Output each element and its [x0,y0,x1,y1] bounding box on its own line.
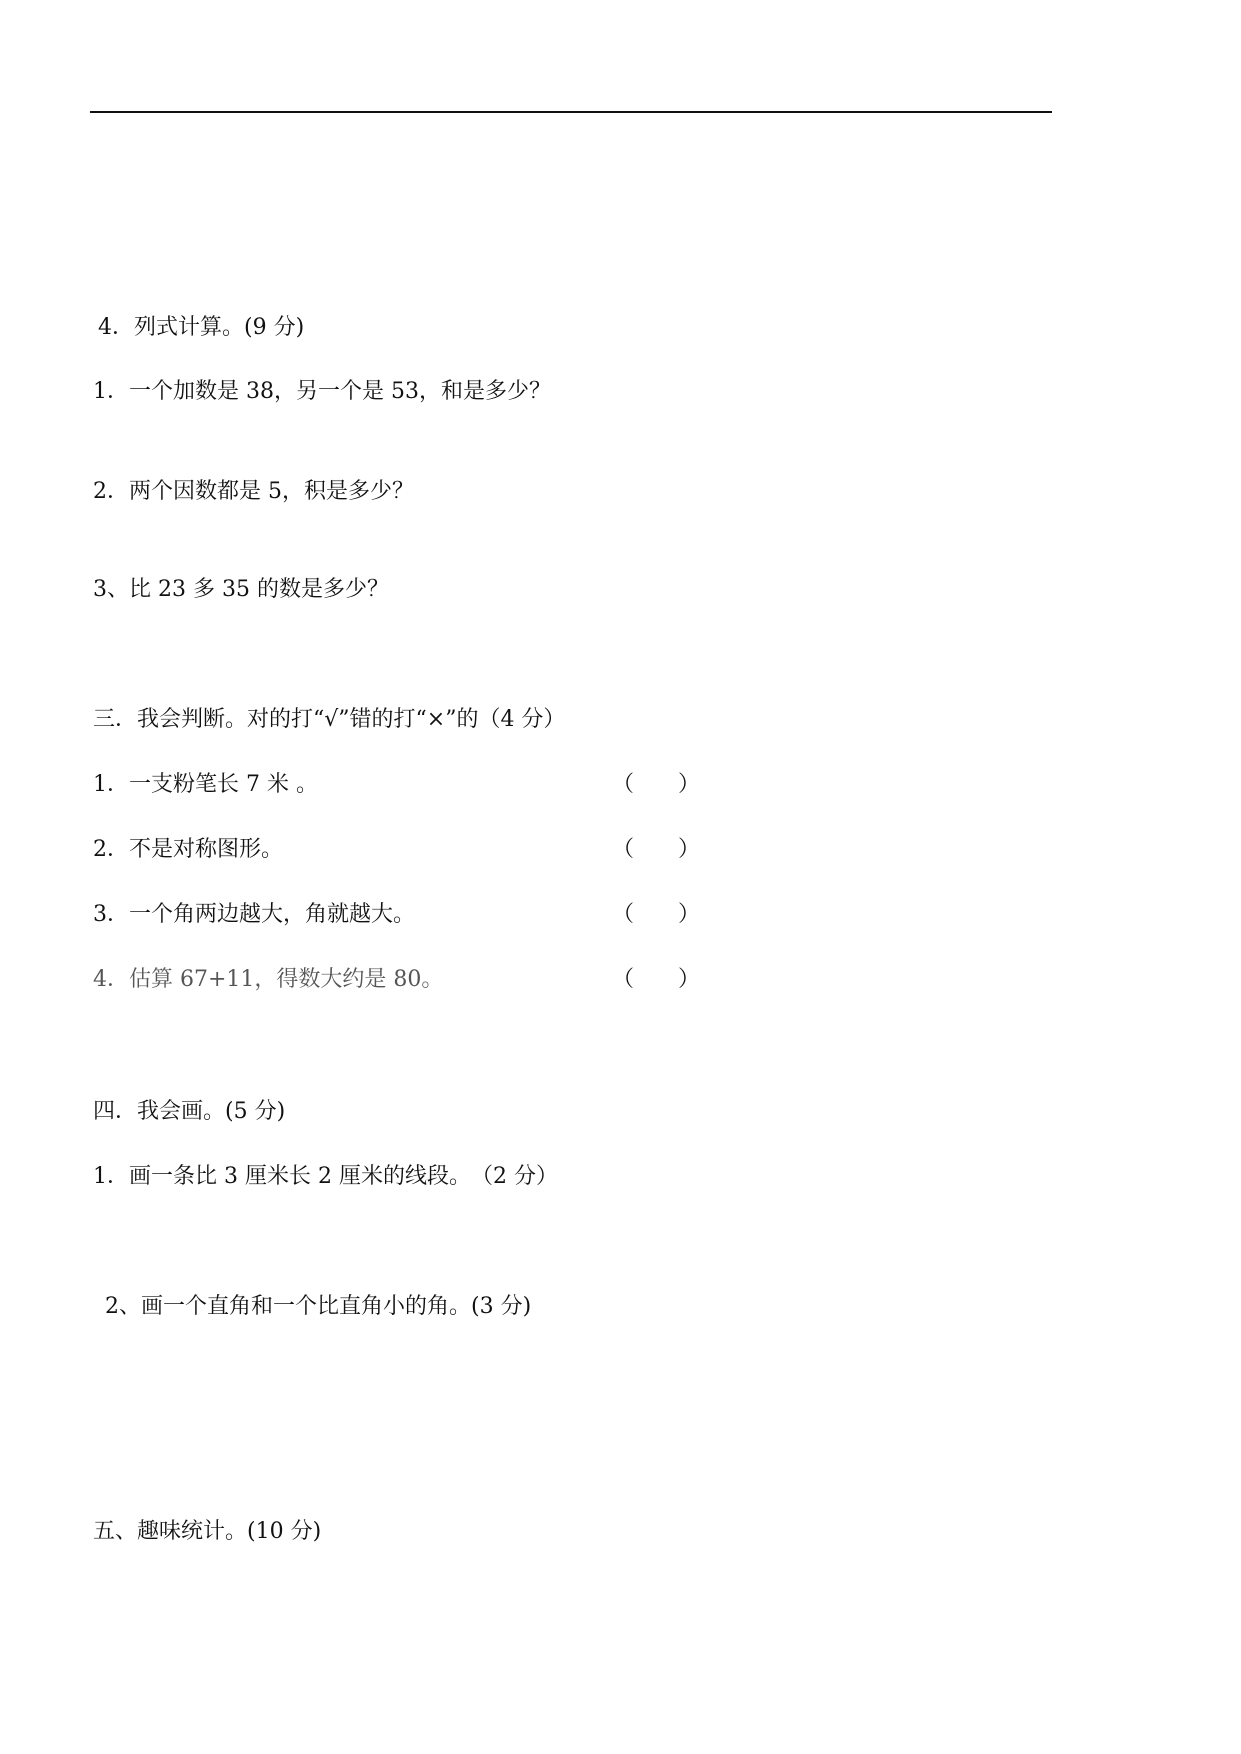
calc-item-2: 2．两个因数都是 5，积是多少？ [93,479,414,504]
draw-item-1: 1．画一条比 3 厘米长 2 厘米的线段。 （2 分） [93,1164,558,1189]
section-3-heading: 三．我会判断。对的打“√”错的打“×”的（4 分） [93,707,566,732]
calc-item-3: 3、比 23 多 35 的数是多少？ [93,577,389,602]
header-rule [90,111,1052,113]
judge-answer-blank-3[interactable]: （ ） [612,902,701,927]
judge-answer-blank-2[interactable]: （ ） [612,837,701,862]
judge-answer-blank-4[interactable]: （ ） [612,967,701,992]
section-5-heading: 五、趣味统计。(10 分) [93,1519,322,1544]
section-4-heading: 4．列式计算。(9 分) [98,315,305,340]
judge-answer-blank-1[interactable]: （ ） [612,772,701,797]
judge-item-3: 3．一个角两边越大，角就越大。 [93,902,415,927]
judge-item-4: 4．估算 67+11，得数大约是 80。 [93,967,444,992]
draw-item-2: 2、画一个直角和一个比直角小的角。(3 分) [105,1294,532,1319]
calc-item-1: 1．一个加数是 38，另一个是 53，和是多少？ [93,379,551,404]
judge-item-1: 1．一支粉笔长 7 米 。 [93,772,318,797]
section-draw-heading: 四．我会画。(5 分) [93,1099,286,1124]
judge-item-2: 2．不是对称图形。 [93,837,283,862]
